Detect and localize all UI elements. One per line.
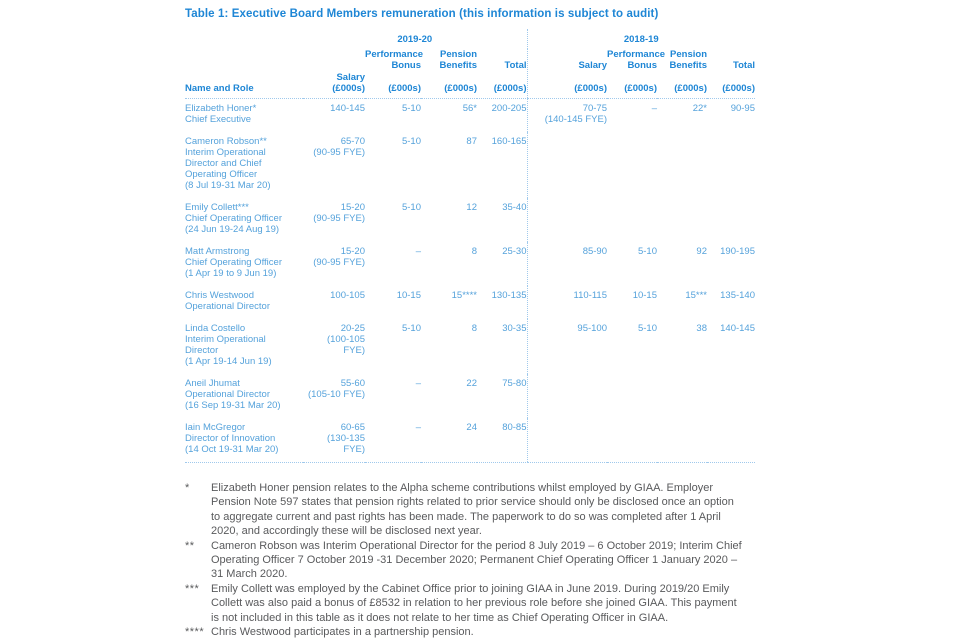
footnote-text: Emily Collett was employed by the Cabinet Office prior to joining GIAA in June 2019. During 2019/20 Emily Collett was also paid a bonus of £8532 in relation to her previous role before she joined GIAA. This payment is not included in this table as it does not relate to her time as Chief Operating Officer in GIAA. bbox=[211, 582, 737, 624]
member-name: Cameron Robson** bbox=[185, 136, 267, 147]
cell-bonus-y18: – bbox=[651, 103, 657, 114]
cell-name-role bbox=[185, 242, 303, 286]
cell-name-role bbox=[185, 418, 303, 463]
cell-pension-y19: 87 bbox=[466, 136, 477, 147]
cell-total-y19: 200-205 bbox=[491, 103, 527, 114]
member-role: Chief Operating Officer bbox=[185, 213, 282, 224]
cell-bonus-y19: 5-10 bbox=[401, 136, 421, 147]
member-dates: (8 Jul 19-31 Mar 20) bbox=[185, 180, 271, 191]
cell-salary-y18 bbox=[527, 99, 607, 133]
member-role: Operational Director bbox=[185, 389, 271, 400]
column-header-row bbox=[185, 49, 755, 99]
member-role: Director of Innovation bbox=[185, 433, 276, 444]
table-row bbox=[185, 99, 755, 133]
cell-bonus-y19: 10-15 bbox=[396, 290, 421, 301]
cell-bonus-y18: 5-10 bbox=[637, 246, 657, 257]
cell-name-role bbox=[185, 132, 303, 198]
column-header-pension-2018: Pension Benefits (£000s) bbox=[657, 49, 707, 99]
salary-value: 95-100 bbox=[577, 323, 607, 334]
cell-salary-y19 bbox=[303, 286, 365, 319]
cell-total-y18: 190-195 bbox=[720, 246, 755, 257]
cell-total-y19: 25-30 bbox=[502, 246, 527, 257]
column-header-total-2019: Total (£000s) bbox=[477, 49, 527, 99]
remuneration-document bbox=[185, 8, 757, 639]
member-role: Chief Executive bbox=[185, 114, 252, 125]
column-header-total-2018: Total (£000s) bbox=[707, 49, 755, 99]
table-title: Table 1: Executive Board Members remuneration (this information is subject to audit) bbox=[185, 8, 659, 20]
cell-total-y18: 90-95 bbox=[730, 103, 755, 114]
member-name: Aneil Jhumat bbox=[185, 378, 240, 389]
cell-pension-y18: 22* bbox=[692, 103, 707, 114]
cell-name-role bbox=[185, 198, 303, 242]
cell-pension-y18 bbox=[657, 374, 707, 418]
salary-value: 85-90 bbox=[582, 246, 607, 257]
footnotes bbox=[185, 481, 751, 639]
footnote-text: Chris Westwood participates in a partnership pension. bbox=[211, 626, 474, 639]
cell-pension-y18 bbox=[657, 198, 707, 242]
cell-salary-y18 bbox=[527, 374, 607, 418]
salary-value: 55-60 bbox=[340, 378, 365, 389]
cell-bonus-y18: 5-10 bbox=[637, 323, 657, 334]
column-header-name-role: Name and Role bbox=[185, 49, 303, 99]
member-role: Interim Operational Director bbox=[185, 334, 266, 356]
cell-bonus-y18 bbox=[607, 374, 657, 418]
cell-salary-y19 bbox=[303, 198, 365, 242]
cell-pension-y18 bbox=[657, 132, 707, 198]
table-row bbox=[185, 319, 755, 374]
footnote-marker: ** bbox=[185, 539, 195, 552]
cell-salary-y18 bbox=[527, 418, 607, 463]
cell-bonus-y19: – bbox=[365, 418, 421, 463]
salary-value: 15-20 bbox=[340, 202, 365, 213]
cell-total-y18: 135-140 bbox=[720, 290, 755, 301]
salary-value: 70-75 bbox=[582, 103, 607, 114]
cell-name-role bbox=[185, 319, 303, 374]
footnote-marker: *** bbox=[185, 582, 200, 595]
salary-fye-value: (90-95 FYE) bbox=[313, 147, 365, 158]
salary-value: 15-20 bbox=[340, 246, 365, 257]
cell-pension-y19: 24 bbox=[421, 418, 477, 463]
member-name: Elizabeth Honer* bbox=[185, 103, 257, 114]
cell-pension-y18: 92 bbox=[696, 246, 707, 257]
column-header-pension-2019: Pension Benefits (£000s) bbox=[421, 49, 477, 99]
table-row bbox=[185, 286, 755, 319]
year-group-2019-20: 2019-20 bbox=[397, 34, 433, 45]
cell-pension-y18: 38 bbox=[696, 323, 707, 334]
member-dates: (1 Apr 19 to 9 Jun 19) bbox=[185, 268, 277, 279]
cell-pension-y18 bbox=[657, 418, 707, 463]
cell-total-y18 bbox=[707, 374, 755, 418]
cell-pension-y19: 8 bbox=[471, 323, 477, 334]
cell-name-role bbox=[185, 286, 303, 319]
member-role: Interim Operational Director and Chief Operating Officer bbox=[185, 147, 266, 180]
cell-pension-y19: 22 bbox=[466, 378, 477, 389]
cell-pension-y19: 8 bbox=[471, 246, 477, 257]
column-header-salary-2019: Salary (£000s) bbox=[303, 49, 365, 99]
cell-pension-y19: 15**** bbox=[451, 290, 477, 301]
footnote-marker: * bbox=[185, 482, 190, 494]
footnote-marker: **** bbox=[185, 626, 205, 639]
footnote-text: Cameron Robson was Interim Operational Director for the period 8 July 2019 – 6 October 2019; Interim Chief Operating Officer 7 October 2019 -31 December 2020; Permanent Chief Operating Officer 1 January 2020 – 31 March 2020. bbox=[211, 539, 742, 581]
year-group-spacer bbox=[185, 29, 303, 49]
footnote-text: Elizabeth Honer pension relates to the Alpha scheme contributions whilst employed by GIAA. Employer Pension Note 597 states that pension rights related to prior service should only be disclosed once an option to aggregate current and past rights has been made. The paperwork to do so was completed after 1 April 2020, and accordingly these will be disclosed next year. bbox=[211, 482, 734, 538]
salary-value: 20-25 bbox=[340, 323, 365, 334]
table-row bbox=[185, 198, 755, 242]
cell-salary-y19 bbox=[303, 319, 365, 374]
member-name: Chris Westwood bbox=[185, 290, 254, 301]
cell-bonus-y18 bbox=[607, 132, 657, 198]
cell-salary-y19 bbox=[303, 242, 365, 286]
salary-value: 140-145 bbox=[330, 103, 365, 114]
cell-bonus-y18 bbox=[607, 418, 657, 463]
salary-value: 60-65 bbox=[340, 422, 365, 433]
salary-value: 110-115 bbox=[573, 290, 607, 301]
column-header-bonus-2018: Performance Bonus (£000s) bbox=[607, 49, 657, 99]
year-group-row bbox=[185, 29, 755, 49]
cell-pension-y18: 15*** bbox=[685, 290, 707, 301]
cell-total-y18 bbox=[707, 418, 755, 463]
member-name: Iain McGregor bbox=[185, 422, 246, 433]
member-dates: (1 Apr 19-14 Jun 19) bbox=[185, 356, 272, 367]
salary-fye-value: (105-10 FYE) bbox=[307, 389, 365, 400]
member-name: Emily Collett*** bbox=[185, 202, 249, 213]
salary-value: 65-70 bbox=[340, 136, 365, 147]
cell-name-role bbox=[185, 99, 303, 133]
footnote-item bbox=[185, 625, 751, 639]
cell-total-y19: 35-40 bbox=[502, 202, 527, 213]
cell-salary-y18 bbox=[527, 242, 607, 286]
salary-fye-value: (130-135 FYE) bbox=[326, 433, 365, 455]
salary-fye-value: (140-145 FYE) bbox=[544, 114, 607, 125]
cell-salary-y19 bbox=[303, 374, 365, 418]
member-role: Chief Operating Officer bbox=[185, 257, 282, 268]
cell-bonus-y19: – bbox=[415, 378, 421, 389]
cell-total-y18 bbox=[707, 198, 755, 242]
cell-salary-y18 bbox=[527, 198, 607, 242]
cell-bonus-y19: 5-10 bbox=[401, 323, 421, 334]
table-row bbox=[185, 418, 755, 463]
cell-pension-y19: 56* bbox=[462, 103, 477, 114]
cell-name-role bbox=[185, 374, 303, 418]
cell-bonus-y18 bbox=[607, 198, 657, 242]
cell-salary-y19 bbox=[303, 99, 365, 133]
table-row bbox=[185, 132, 755, 198]
member-dates: (16 Sep 19-31 Mar 20) bbox=[185, 400, 281, 411]
footnote-item bbox=[185, 539, 751, 582]
year-group-2018-19: 2018-19 bbox=[527, 29, 755, 49]
column-header-salary-2018: Salary (£000s) bbox=[527, 49, 607, 99]
table-body bbox=[185, 99, 755, 463]
member-name: Linda Costello bbox=[185, 323, 246, 334]
cell-salary-y18 bbox=[527, 286, 607, 319]
footnote-item bbox=[185, 481, 751, 539]
cell-total-y18: 140-145 bbox=[720, 323, 755, 334]
cell-salary-y19 bbox=[303, 132, 365, 198]
cell-total-y19: 130-135 bbox=[491, 290, 527, 301]
cell-total-y19: 80-85 bbox=[477, 418, 527, 463]
member-dates: (24 Jun 19-24 Aug 19) bbox=[185, 224, 280, 235]
salary-fye-value: (90-95 FYE) bbox=[313, 213, 365, 224]
member-role: Operational Director bbox=[185, 301, 271, 312]
table-row bbox=[185, 374, 755, 418]
cell-pension-y19: 12 bbox=[466, 202, 477, 213]
cell-bonus-y19: – bbox=[415, 246, 421, 257]
column-header-bonus-2019: Performance Bonus (£000s) bbox=[365, 49, 421, 99]
cell-total-y19: 75-80 bbox=[502, 378, 527, 389]
cell-total-y19: 30-35 bbox=[502, 323, 527, 334]
salary-fye-value: (90-95 FYE) bbox=[313, 257, 365, 268]
table-header bbox=[185, 29, 755, 99]
cell-salary-y19 bbox=[303, 418, 365, 463]
cell-bonus-y19: 5-10 bbox=[401, 103, 421, 114]
cell-salary-y18 bbox=[527, 319, 607, 374]
salary-value: 100-105 bbox=[330, 290, 365, 301]
member-dates: (14 Oct 19-31 Mar 20) bbox=[185, 444, 279, 455]
cell-bonus-y18: 10-15 bbox=[632, 290, 657, 301]
member-name: Matt Armstrong bbox=[185, 246, 250, 257]
remuneration-table bbox=[185, 29, 755, 463]
salary-fye-value: (100-105 FYE) bbox=[326, 334, 365, 356]
cell-salary-y18 bbox=[527, 132, 607, 198]
cell-total-y19: 160-165 bbox=[491, 136, 527, 147]
footnote-item bbox=[185, 582, 751, 625]
cell-bonus-y19: 5-10 bbox=[401, 202, 421, 213]
table-row bbox=[185, 242, 755, 286]
cell-total-y18 bbox=[707, 132, 755, 198]
